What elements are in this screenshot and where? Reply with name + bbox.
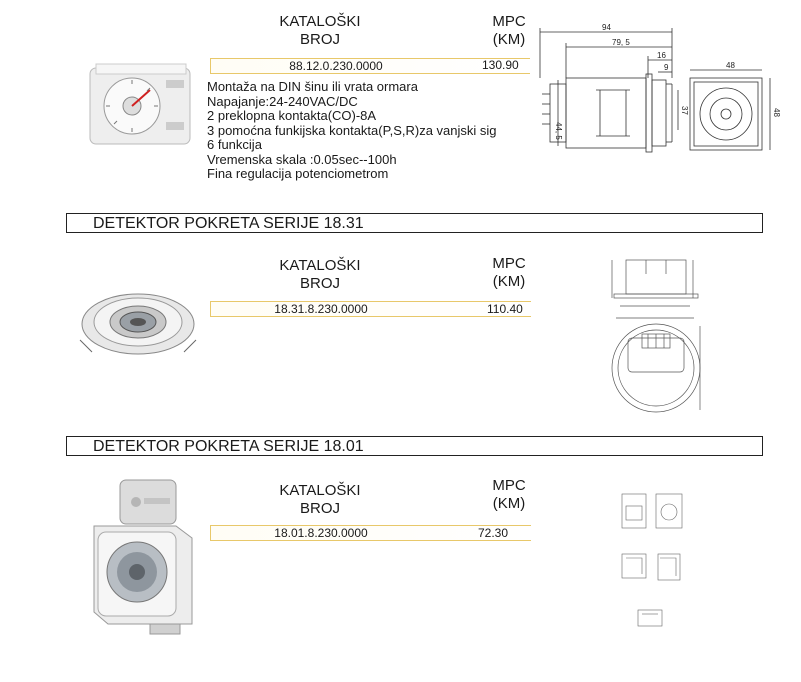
catalog-number-header <box>265 482 375 518</box>
mpc-header <box>484 477 534 513</box>
timer-relay-technical-drawing <box>530 18 801 158</box>
motion-detector-1831-photo <box>74 280 202 360</box>
dim-48-height: 48 <box>772 108 781 117</box>
dim-9: 9 <box>664 63 669 72</box>
catalog-number-header <box>265 257 375 293</box>
dim-79-5: 79, 5 <box>612 38 630 47</box>
motion-detector-1831-technical-drawing <box>598 256 708 414</box>
description-line: 2 preklopna kontakta(CO)-8A <box>207 108 377 123</box>
product-description <box>207 80 497 182</box>
dim-94: 94 <box>602 23 611 32</box>
motion-detector-1801-photo <box>80 474 210 644</box>
mpc-header-line2: (KM) <box>492 273 526 290</box>
dim-44-5: 44, 5 <box>554 122 563 140</box>
catalog-number-header <box>265 13 375 49</box>
description-line: 3 pomoćna funkijska kontakta(P,S,R)za vanjski sig <box>207 122 497 138</box>
section-title-bar <box>66 213 763 233</box>
catalog-header-line1: KATALOŠKI <box>279 13 361 30</box>
section-title-bar <box>66 436 763 456</box>
section-title: DETEKTOR POKRETA SERIJE 18.01 <box>93 438 364 455</box>
mpc-header-line1: MPC <box>492 255 526 272</box>
catalog-header-line1: KATALOŠKI <box>279 482 361 499</box>
description-line: 6 funkcija <box>207 137 262 152</box>
mpc-header <box>484 13 534 49</box>
mpc-header-line2: (KM) <box>492 495 526 512</box>
catalog-header-line2: BROJ <box>299 500 340 517</box>
timer-relay-photo <box>86 60 196 150</box>
price-value: 110.40 <box>487 302 523 316</box>
description-line: Napajanje:24-240VAC/DC <box>207 93 358 109</box>
description-line: Vremenska skala :0.05sec--100h <box>207 151 397 167</box>
dim-16: 16 <box>657 51 666 60</box>
mpc-header-line2: (KM) <box>492 31 526 48</box>
dim-37: 37 <box>680 106 689 115</box>
dim-48-width: 48 <box>726 61 735 70</box>
price-value: 72.30 <box>478 526 509 540</box>
catalog-header-line1: KATALOŠKI <box>279 257 361 274</box>
section-title: DETEKTOR POKRETA SERIJE 18.31 <box>93 215 364 232</box>
price-value: 130.90 <box>482 58 519 72</box>
catalog-code-field <box>210 301 531 317</box>
catalog-code: 18.31.8.230.0000 <box>274 302 368 316</box>
mpc-header <box>484 255 534 291</box>
catalog-header-line2: BROJ <box>299 275 340 292</box>
catalog-header-line2: BROJ <box>299 31 340 48</box>
description-line: Fina regulacija potenciometrom <box>207 166 389 181</box>
catalog-code: 18.01.8.230.0000 <box>274 526 368 540</box>
mpc-header-line1: MPC <box>492 13 526 30</box>
mpc-header-line1: MPC <box>492 477 526 494</box>
motion-detector-1801-technical-drawing <box>612 488 692 640</box>
catalog-code: 88.12.0.230.0000 <box>289 59 383 73</box>
description-line: Montaža na DIN šinu ili vrata ormara <box>207 79 418 94</box>
